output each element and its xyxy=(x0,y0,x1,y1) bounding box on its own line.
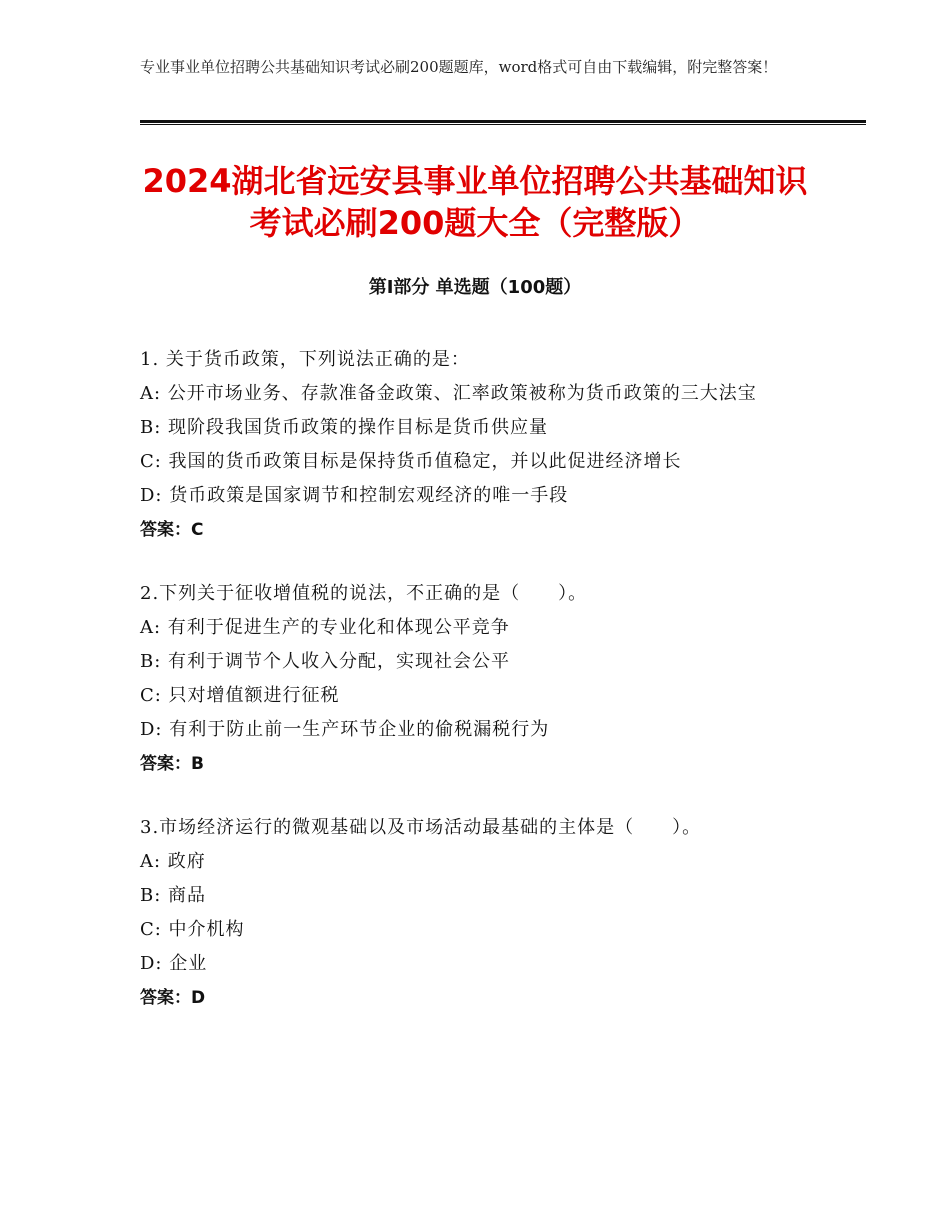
section-title: 第Ⅰ部分 单选题（100题） xyxy=(368,277,582,298)
answer-line: 答案：B xyxy=(140,754,204,774)
option-a: A: 公开市场业务、存款准备金政策、汇率政策被称为货币政策的三大法宝 xyxy=(140,383,757,404)
option-a: A: 有利于促进生产的专业化和体现公平竞争 xyxy=(140,617,510,638)
option-a: A: 政府 xyxy=(140,851,206,872)
header-note: 专业事业单位招聘公共基础知识考试必刷200题题库，word格式可自由下载编辑，附完整答案！ xyxy=(140,58,778,76)
option-b: B: 商品 xyxy=(140,885,207,906)
question-list xyxy=(140,343,810,1045)
option-d: D: 企业 xyxy=(140,953,208,974)
option-b: B: 有利于调节个人收入分配，实现社会公平 xyxy=(140,651,511,672)
option-d: D: 有利于防止前一生产环节企业的偷税漏税行为 xyxy=(140,719,550,740)
question-stem: 3.市场经济运行的微观基础以及市场活动最基础的主体是（ ）。 xyxy=(140,817,702,838)
option-b: B: 现阶段我国货币政策的操作目标是货币供应量 xyxy=(140,417,549,438)
question-2 xyxy=(140,577,810,781)
answer-line: 答案：D xyxy=(140,988,206,1008)
question-stem: 2.下列关于征收增值税的说法，不正确的是（ ）。 xyxy=(140,583,588,604)
option-d: D: 货币政策是国家调节和控制宏观经济的唯一手段 xyxy=(140,485,569,506)
option-c: C: 中介机构 xyxy=(140,919,245,940)
option-c: C: 我国的货币政策目标是保持货币值稳定，并以此促进经济增长 xyxy=(140,451,682,472)
option-c: C: 只对增值额进行征税 xyxy=(140,685,340,706)
document-title: 2024湖北省远安县事业单位招聘公共基础知识考试必刷200题大全（完整版） xyxy=(142,162,808,242)
question-stem: 1. 关于货币政策，下列说法正确的是： xyxy=(140,349,470,370)
question-1 xyxy=(140,343,810,547)
question-3 xyxy=(140,811,810,1015)
answer-line: 答案：C xyxy=(140,520,204,540)
header-rule xyxy=(140,120,866,125)
